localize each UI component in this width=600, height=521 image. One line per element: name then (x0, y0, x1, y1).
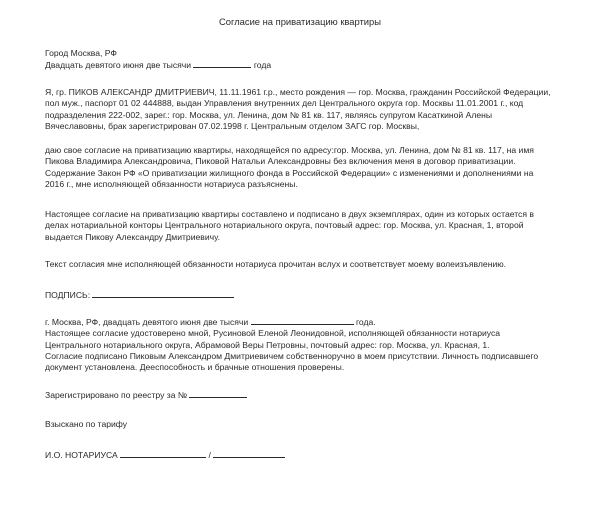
year-blank (193, 59, 251, 68)
paragraph-line: Я, гр. ПИКОВ АЛЕКСАНДР ДМИТРИЕВИЧ, 11.11.1961 г.р., место рождения — гор. Москва, гражданин Российской Федерации, (45, 87, 551, 97)
notary-name-blank (213, 449, 285, 458)
signature-label: ПОДПИСЬ: (45, 290, 91, 300)
paragraph-line: делах нотариальной конторы Центрального нотариального округа, почтовый адрес: гор. Москва, ул. Красная, 1, второй (45, 220, 524, 231)
paragraph-line: пол муж., паспорт 01 02 444888, выдан Управления внутренних дел Центрального округа гор. Москвы 11.01.2001 г., код (45, 98, 524, 109)
paragraph-line: Настоящее согласие на приватизацию квартиры составлено и подписано в двух экземплярах, один из которых остается в (45, 209, 534, 219)
paragraph-line: Пикова Владимира Александровича, Пиковой Натальи Александровны без включения меня в договор приватизации. (45, 156, 516, 167)
notary-date-line (45, 316, 555, 328)
paragraph-line: Текст согласия мне исполняющей обязанности нотариуса прочитан вслух и соответствует моему волеизъявлению. (45, 259, 507, 269)
paragraph-line: выдается Пикову Александру Дмитриевичу. (45, 231, 220, 242)
signature-row (45, 289, 555, 301)
date-prefix: Двадцать девятого июня две тысячи (45, 60, 192, 71)
city-line: Город Москва, РФ (45, 48, 117, 58)
notary-line: Центрального нотариального округа, Абрамовой Веры Петровны, почтовый адрес: гор. Москва, ул. Красная, 1. (45, 339, 490, 350)
paragraph-line: 2016 г., мне исполняющей обязанности нотариуса разъяснены. (45, 178, 298, 189)
date-line (45, 59, 555, 71)
paragraph-line: Содержание Закон РФ «О приватизации жилищного фонда в Российской Федерации» с изменениями и дополнениями на (45, 167, 534, 178)
registry-row (45, 389, 555, 401)
paragraph-identity (45, 87, 555, 132)
notary-signature-blank (120, 449, 206, 458)
slash-separator: / (208, 450, 211, 460)
notary-line: документ установлена. Дееспособность и брачные отношения проверены. (45, 362, 345, 373)
notary-certification (45, 316, 555, 373)
signature-blank (92, 289, 234, 298)
notary-date-suffix: года. (355, 317, 376, 327)
registry-number-blank (189, 389, 247, 398)
notary-date-prefix: г. Москва, РФ, двадцать девятого июня две тысячи (45, 317, 249, 327)
paragraph-read-aloud (45, 259, 555, 270)
registry-line (45, 389, 555, 401)
paragraph-line: даю свое согласие на приватизацию квартиры, находящейся по адресу:гор. Москва, ул. Ленина, дом № 81 кв. 117, на имя (45, 145, 534, 155)
notary-sign-label: И.О. НОТАРИУСА (45, 450, 118, 460)
notary-line: Настоящее согласие удостоверено мной, Русиновой Еленой Леонидовной, исполняющей обязанности нотариуса (45, 328, 501, 339)
paragraph-consent (45, 145, 555, 190)
document-title: Согласие на приватизацию квартиры (219, 16, 381, 27)
paragraph-copies (45, 209, 555, 243)
paragraph-line: подразделения 222-002, зарег.: гор. Москва, ул. Ленина, дом № 81 кв. 117, являясь супругом Касаткиной Алены (45, 109, 493, 120)
tariff-row (45, 419, 555, 430)
registry-label: Зарегистрировано по реестру за № (45, 390, 188, 400)
notary-line: Согласие подписано Пиковым Александром Дмитриевичем собственноручно в моем присутствии. Личность подписавшего (45, 350, 539, 361)
notary-signature-row (45, 449, 555, 461)
date-suffix: года (253, 60, 272, 71)
tariff-label: Взыскано по тарифу (45, 419, 128, 429)
paragraph-line: Вячеславовны, брак зарегистрирован 07.02.1998 г. Центральным отделом ЗАГС гор. Москвы, (45, 120, 420, 131)
notary-year-blank (251, 316, 354, 325)
signature-line (45, 289, 555, 301)
notary-signature-line (45, 449, 555, 461)
header-block (45, 48, 555, 72)
